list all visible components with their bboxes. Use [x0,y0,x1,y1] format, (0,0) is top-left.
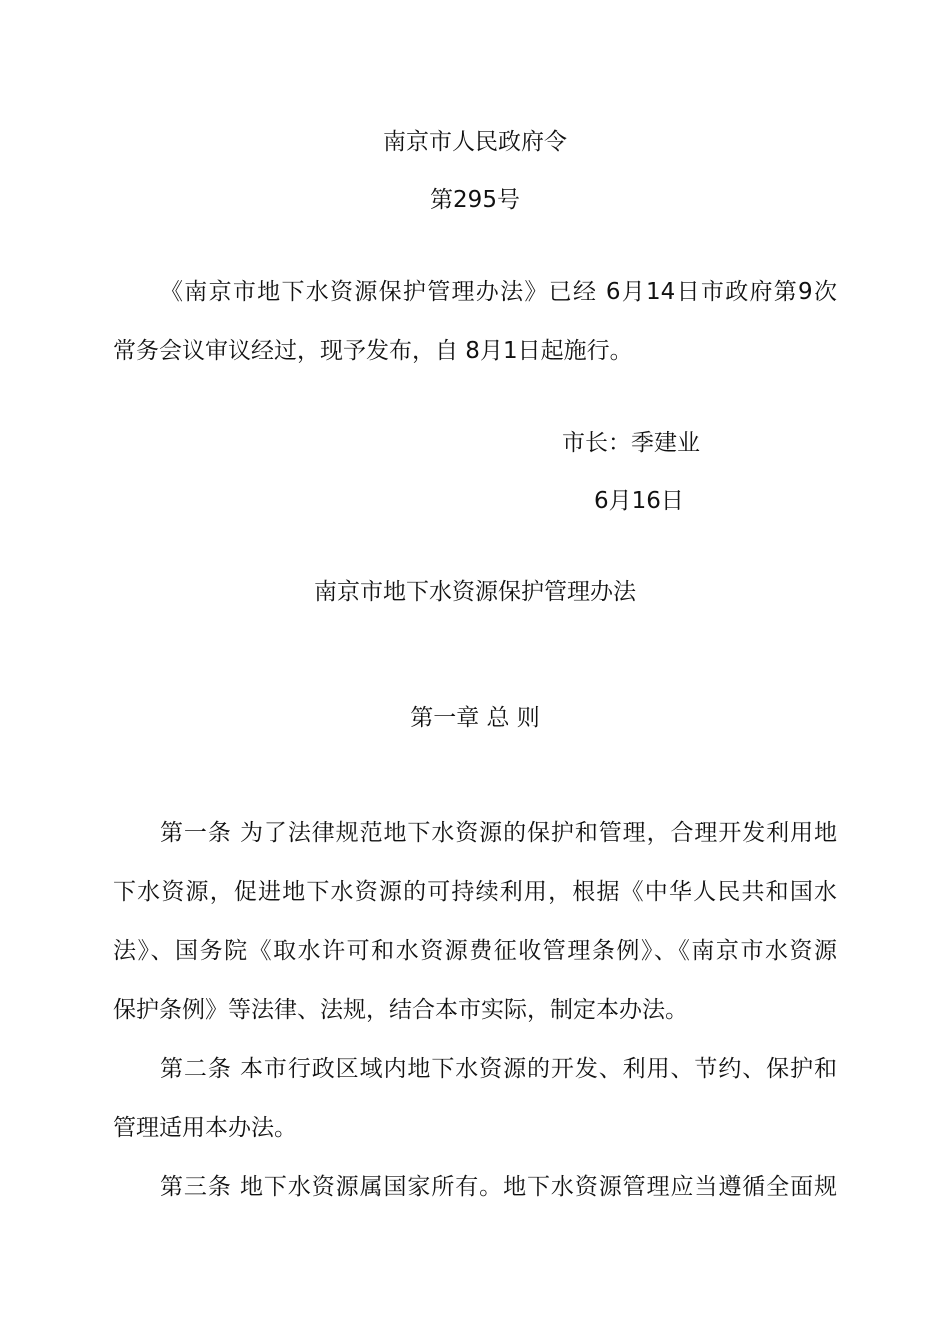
chapter-title: 第一章 总 则 [410,705,540,731]
mayor-signature: 市长：季建业 [562,430,700,456]
signature-date: 6月16日 [594,488,684,514]
announcement-line: 常务会议审议经过，现予发布，自 8月1日起施行。 [113,338,633,364]
article-line: 法》、国务院《取水许可和水资源费征收管理条例》、《南京市水资源 [113,938,837,964]
article-line: 第二条 本市行政区域内地下水资源的开发、利用、节约、保护和 [160,1056,837,1082]
article-line: 管理适用本办法。 [113,1115,297,1141]
document-title: 南京市地下水资源保护管理办法 [314,579,636,605]
article-line: 第三条 地下水资源属国家所有。地下水资源管理应当遵循全面规 [160,1174,837,1200]
announcement-line: 《南京市地下水资源保护管理办法》已经 6月14日市政府第9次 [160,279,837,305]
order-number: 第295号 [430,187,520,213]
issuer-heading: 南京市人民政府令 [383,129,567,155]
article-line: 保护条例》等法律、法规，结合本市实际，制定本办法。 [113,997,688,1023]
article-line: 第一条 为了法律规范地下水资源的保护和管理，合理开发利用地 [160,820,837,846]
article-line: 下水资源，促进地下水资源的可持续利用，根据《中华人民共和国水 [113,879,837,905]
